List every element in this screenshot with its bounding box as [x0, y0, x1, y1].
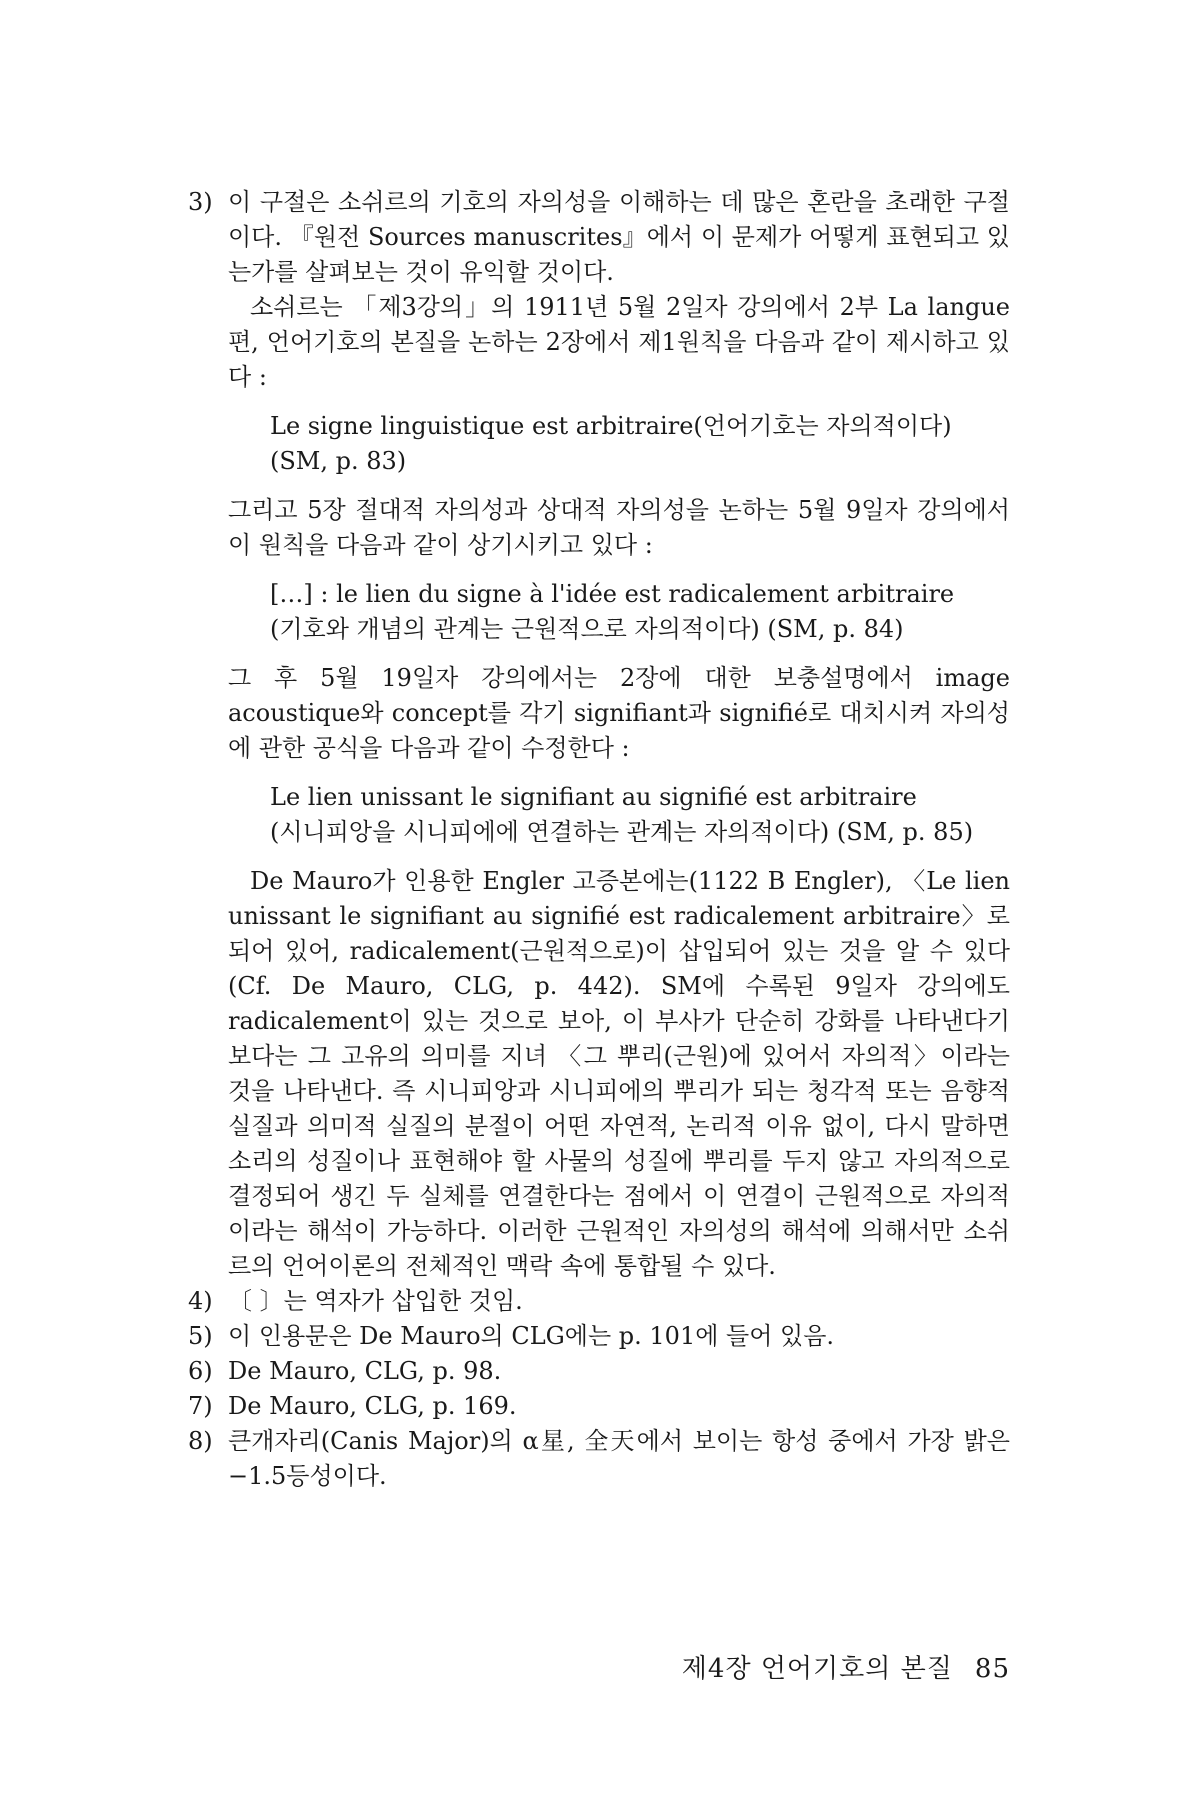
- footnote-number: 4): [188, 1287, 213, 1315]
- footnote-body: [228, 185, 1010, 1284]
- quote-1-reference: (SM, p. 83): [270, 447, 407, 475]
- footnote-3-paragraph-3: 그리고 5장 절대적 자의성과 상대적 자의성을 논하는 5월 9일자 강의에서 이 원칙을 다음과 같이 상기시키고 있다 :: [228, 496, 1010, 559]
- quote-3: [270, 780, 1010, 850]
- footnote-6: [188, 1354, 1010, 1389]
- page-number: 85: [974, 1654, 1010, 1684]
- footnote-7: [188, 1389, 1010, 1424]
- footnote-number: 5): [188, 1322, 213, 1350]
- footnote-3: [188, 185, 1010, 1284]
- footnote-3-intro: 이 구절은 소쉬르의 기호의 자의성을 이해하는 데 많은 혼란을 초래한 구절이다. 『원전 Sources manuscrites』에서 이 문제가 어떻게 표현되고 있는가를 살펴보는 것이 유익할 것이다.: [228, 188, 1010, 286]
- running-footer: [682, 1648, 1010, 1685]
- quote-2-translation: (기호와 개념의 관계는 근원적으로 자의적이다) (SM, p. 84): [270, 615, 904, 643]
- footnote-text: De Mauro, CLG, p. 98.: [228, 1357, 502, 1385]
- footnote-number: 7): [188, 1392, 213, 1420]
- footnote-number: 8): [188, 1427, 213, 1455]
- quote-3-text: Le lien unissant le signifiant au signifié est arbitraire: [270, 783, 917, 811]
- quote-1: [270, 409, 1010, 479]
- quote-1-text: Le signe linguistique est arbitraire(언어기호는 자의적이다): [270, 412, 952, 440]
- footnote-text: 이 인용문은 De Mauro의 CLG에는 p. 101에 들어 있음.: [228, 1322, 835, 1350]
- footnote-text: 큰개자리(Canis Major)의 α星, 全天에서 보이는 항성 중에서 가장 밝은−1.5등성이다.: [228, 1427, 1010, 1490]
- footnote-5: [188, 1319, 1010, 1354]
- footnote-number: 3): [188, 188, 213, 216]
- footnote-8: [188, 1424, 1010, 1494]
- footnote-3-paragraph-2: 소쉬르는 「제3강의」의 1911년 5월 2일자 강의에서 2부 La langue편, 언어기호의 본질을 논하는 2장에서 제1원칙을 다음과 같이 제시하고 있다 :: [228, 293, 1010, 391]
- footnote-number: 6): [188, 1357, 213, 1385]
- footnote-3-paragraph-5: De Mauro가 인용한 Engler 고증본에는(1122 B Engler), 〈Le lien unissant le signifiant au signifié est radicalement arbitraire〉로 되어 있어, radicalement(근원적으로)이 삽입되어 있는 것을 알 수 있다(Cf. De Mauro, CLG, p. 442). SM에 수록된 9일자 강의에도 radicalement이 있는 것으로 보아, 이 부사가 단순히 강화를 나타낸다기보다는 그 고유의 의미를 지녀 〈그 뿌리(근원)에 있어서 자의적〉이라는 것을 나타낸다. 즉 시니피앙과 시니피에의 뿌리가 되는 청각적 또는 음향적 실질과 의미적 실질의 분절이 어떤 자연적, 논리적 이유 없이, 다시 말하면 소리의 성질이나 표현해야 할 사물의 성질에 뿌리를 두지 않고 자의적으로 결정되어 생긴 두 실체를 연결한다는 점에서 이 연결이 근원적으로 자의적이라는 해석이 가능하다. 이러한 근원적인 자의성의 해석에 의해서만 소쉬르의 언어이론의 전체적인 맥락 속에 통합될 수 있다.: [228, 867, 1010, 1280]
- chapter-title: 제4장 언어기호의 본질: [681, 1654, 953, 1684]
- footnote-text: 〔 〕는 역자가 삽입한 것임.: [228, 1287, 523, 1315]
- quote-2: [270, 577, 1010, 647]
- quote-2-text: […] : le lien du signe à l'idée est radicalement arbitraire: [270, 580, 955, 608]
- footnotes-block: [188, 185, 1010, 1494]
- footnote-4: [188, 1284, 1010, 1319]
- footnote-text: De Mauro, CLG, p. 169.: [228, 1392, 517, 1420]
- quote-3-translation: (시니피앙을 시니피에에 연결하는 관계는 자의적이다) (SM, p. 85): [270, 818, 974, 846]
- footnote-3-paragraph-4: 그 후 5월 19일자 강의에서는 2장에 대한 보충설명에서 image acoustique와 concept를 각기 signifiant과 signifié로 대치시켜 자의성에 관한 공식을 다음과 같이 수정한다 :: [228, 664, 1010, 762]
